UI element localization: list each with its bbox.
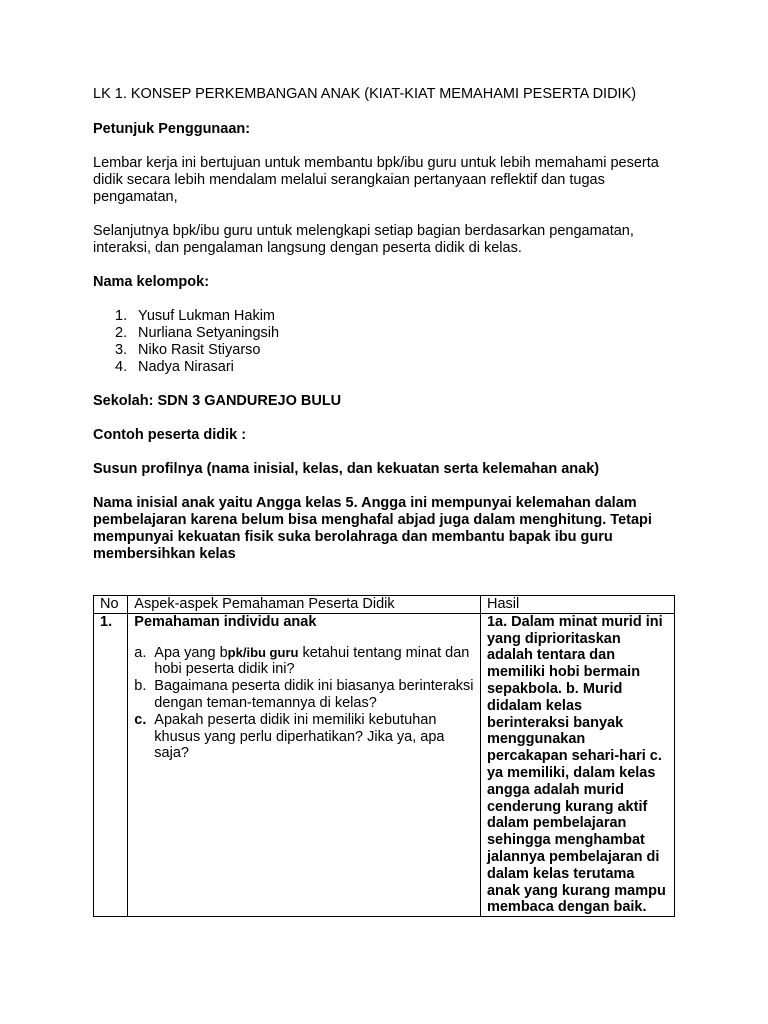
list-item: 3. Niko Rasit Stiyarso [115,342,261,358]
document-body [93,86,683,563]
profil-text: Nama inisial anak yaitu Angga kelas 5. Angga ini mempunyai kelemahan dalam pembelajaran karena belum bisa menghafal abjad juga dalam menghitung. Tetapi mempunyai kekuatan fisik suka berolahraga dan membantu bapak ibu guru membersihkan kelas [93,495,652,562]
header-hasil: Hasil [480,596,674,614]
aspek-cell [128,613,481,916]
list-item: 1. Yusuf Lukman Hakim [115,308,276,324]
aspek-title: Pemahaman individu anak [134,613,317,630]
list-item: 2. Nurliana Setyaningsih [115,325,280,341]
petunjuk-heading: Petunjuk Penggunaan: [93,121,251,137]
list-item: 4. Nadya Nirasari [115,359,234,375]
list-item: a. Apa yang bpk/ibu guru ketahui tentang minat dan hobi peserta didik ini? [134,644,470,678]
paragraph-purpose: Lembar kerja ini bertujuan untuk membantu bpk/ibu guru untuk lebih memahami peserta didik secara lebih mendalam melalui serangkaian pertanyaan reflektif dan tugas pengamatan, [93,155,659,205]
member-list [93,308,683,376]
table-header-row [94,596,675,614]
list-item: b. Bagaimana peserta didik ini biasanya berinteraksi dengan teman-temannya di kelas? [134,678,474,711]
table-row [94,613,675,916]
sekolah-line: Sekolah: SDN 3 GANDUREJO BULU [93,393,342,409]
header-no: No [94,596,128,614]
hasil-cell: 1a. Dalam minat murid ini yang diprioritaskan adalah tentara dan memiliki hobi bermain sepakbola. b. Murid didalam kelas berinteraksi banyak menggunakan percakapan sehari-hari c. ya memiliki, dalam kelas angga adalah murid cenderung kurang aktif dalam pembelajaran sehingga menghambat jalannya pembelajaran di dalam kelas terutama anak yang kurang mampu membaca dengan baik. [480,613,674,916]
susun-profil-instruction: Susun profilnya (nama inisial, kelas, dan kekuatan serta kelemahan anak) [93,461,600,477]
nama-kelompok-heading: Nama kelompok: [93,274,210,290]
contoh-heading: Contoh peserta didik : [93,427,247,443]
paragraph-instructions: Selanjutnya bpk/ibu guru untuk melengkapi setiap bagian berdasarkan pengamatan, interaksi, dan pengalaman langsung dengan peserta didik di kelas. [93,223,634,256]
document-title: LK 1. KONSEP PERKEMBANGAN ANAK (KIAT-KIAT MEMAHAMI PESERTA DIDIK) [93,86,637,102]
row-number: 1. [94,613,128,916]
header-aspek: Aspek-aspek Pemahaman Peserta Didik [128,596,481,614]
aspek-table [93,595,675,917]
list-item: c. Apakah peserta didik ini memiliki kebutuhan khusus yang perlu diperhatikan? Jika ya, apa saja? [134,711,445,762]
question-list [134,645,474,763]
